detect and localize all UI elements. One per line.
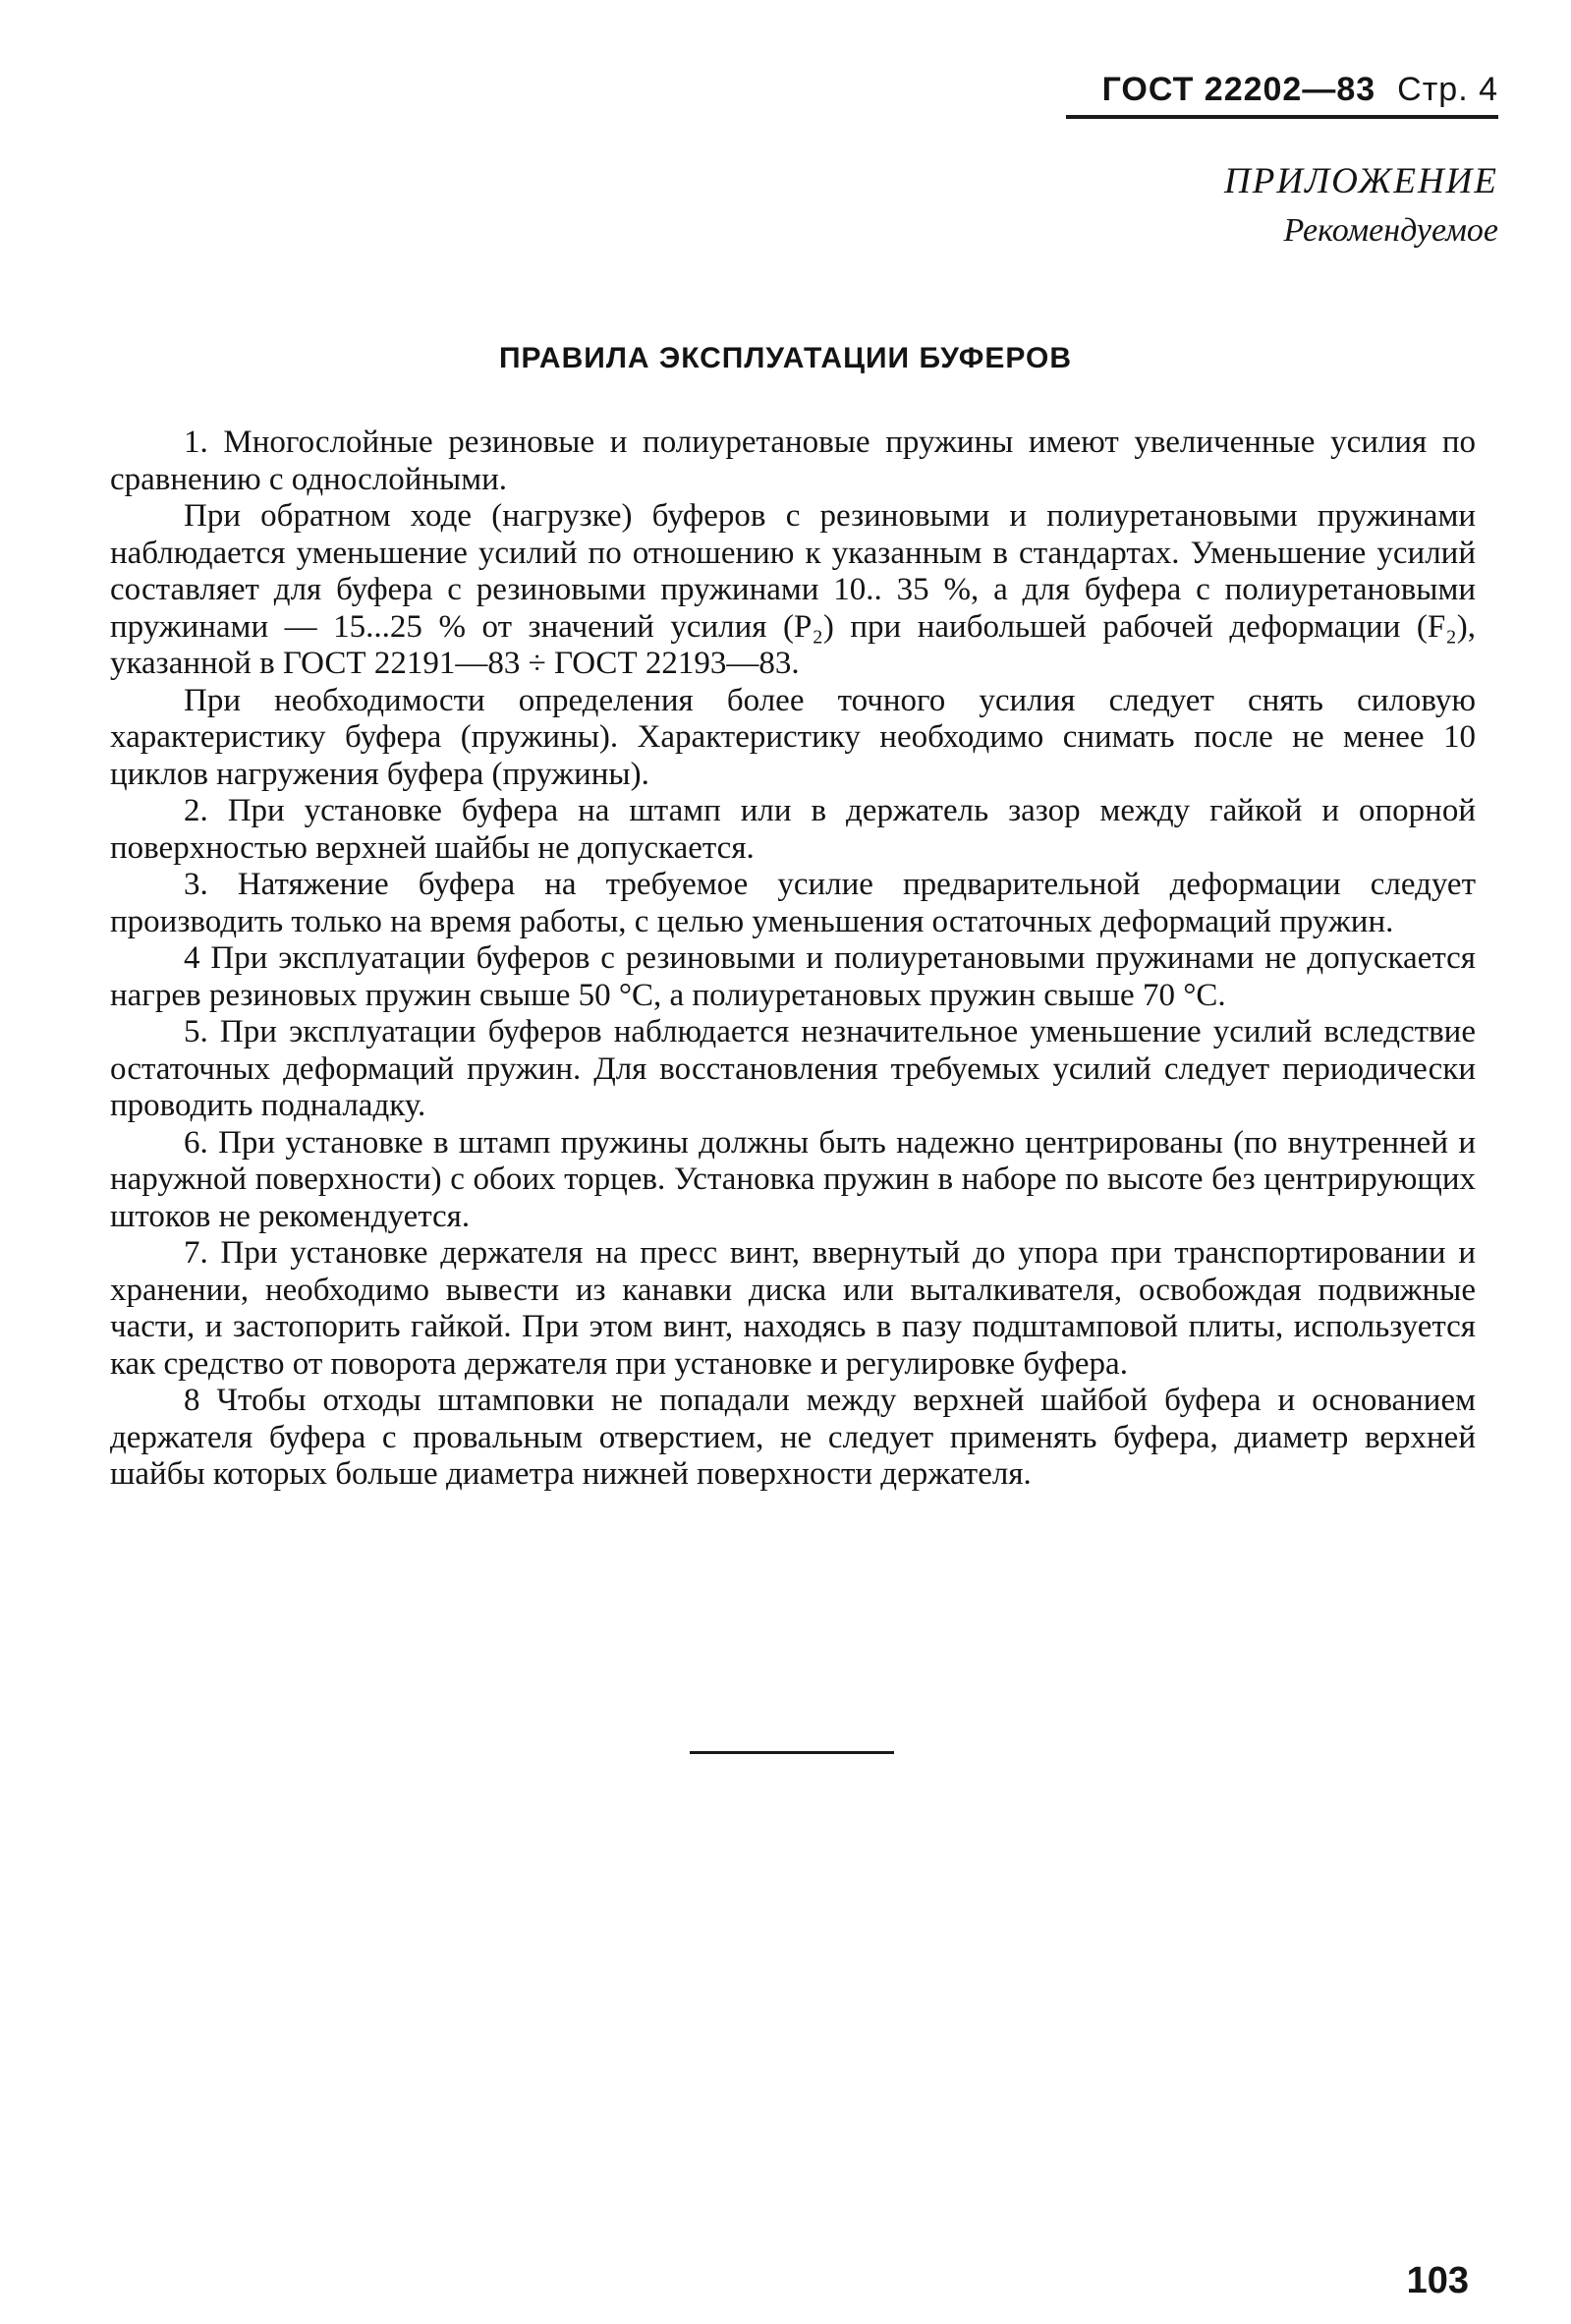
paragraph-1-note-a: При обратном ходе (нагрузке) буферов с резиновыми и полиуретановыми пружинами наблюдается уменьшение усилий по отношению к указанным в стандартах. Уменьшение усилий составляет для буфера с резиновыми пружинами 10.. 35 %, а для буфера с полиуретановыми пружинами — 15...25 % от значений усилия (P₂) при наибольшей рабочей деформации (F₂), указанной в ГОСТ 22191—83 ÷ ГОСТ 22193—83.: [110, 498, 1476, 681]
document-body: [110, 425, 1476, 1494]
paragraph-7: 7. При установке держателя на пресс винт, ввернутый до упора при транспортировании и хранении, необходимо вывести из канавки диска или выталкивателя, освобождая подвижные части, и застопорить гайкой. При этом винт, находясь в пазу подштамповой плиты, используется как средство от поворота держателя при установке и регулировке буфера.: [110, 1235, 1476, 1382]
page-number: 103: [1406, 2260, 1469, 2301]
appendix-label: [909, 157, 1498, 255]
paragraph-3: 3. Натяжение буфера на требуемое усилие предварительной деформации следует производить только на время работы, с целью уменьшения остаточных деформаций пружин.: [110, 867, 1476, 939]
page-reference: Стр. 4: [1397, 71, 1498, 108]
paragraph-1: 1. Многослойные резиновые и полиуретановые пружины имеют увеличенные усилия по сравнению с однослойными.: [110, 425, 1476, 497]
appendix-title: ПРИЛОЖЕНИЕ: [1224, 161, 1498, 201]
document-title: ПРАВИЛА ЭКСПЛУАТАЦИИ БУФЕРОВ: [498, 342, 1073, 374]
paragraph-2: 2. При установке буфера на штамп или в держатель зазор между гайкой и опорной поверхностью верхней шайбы не допускается.: [110, 793, 1476, 866]
paragraph-8: 8 Чтобы отходы штамповки не попадали между верхней шайбой буфера и основанием держателя буфера с провальным отверстием, не следует применять буфера, диаметр верхней шайбы которых больше диаметра нижней поверхности держателя.: [110, 1383, 1476, 1492]
paragraph-4: 4 При эксплуатации буферов с резиновыми и полиуретановыми пружинами не допускается нагрев резиновых пружин свыше 50 °С, а полиуретановых пружин свыше 70 °С.: [110, 940, 1476, 1013]
standard-number: ГОСТ 22202—83: [1101, 71, 1376, 108]
paragraph-6: 6. При установке в штамп пружины должны быть надежно центрированы (по внутренней и наружной поверхности) с обоих торцев. Установка пружин в наборе по высоте без центрирующих штоков не рекомендуется.: [110, 1124, 1476, 1234]
running-header: [1066, 71, 1498, 119]
paragraph-1-note-b: При необходимости определения более точного усилия следует снять силовую характеристику буфера (пружины). Характеристику необходимо снимать после не менее 10 циклов нагружения буфера (пружины).: [110, 682, 1476, 792]
end-divider: [690, 1751, 894, 1754]
paragraph-5: 5. При эксплуатации буферов наблюдается незначительное уменьшение усилий вследствие остаточных деформаций пружин. Для восстановления требуемых усилий следует периодически проводить подналадку.: [110, 1014, 1476, 1123]
appendix-subtitle: Рекомендуемое: [1283, 212, 1498, 249]
